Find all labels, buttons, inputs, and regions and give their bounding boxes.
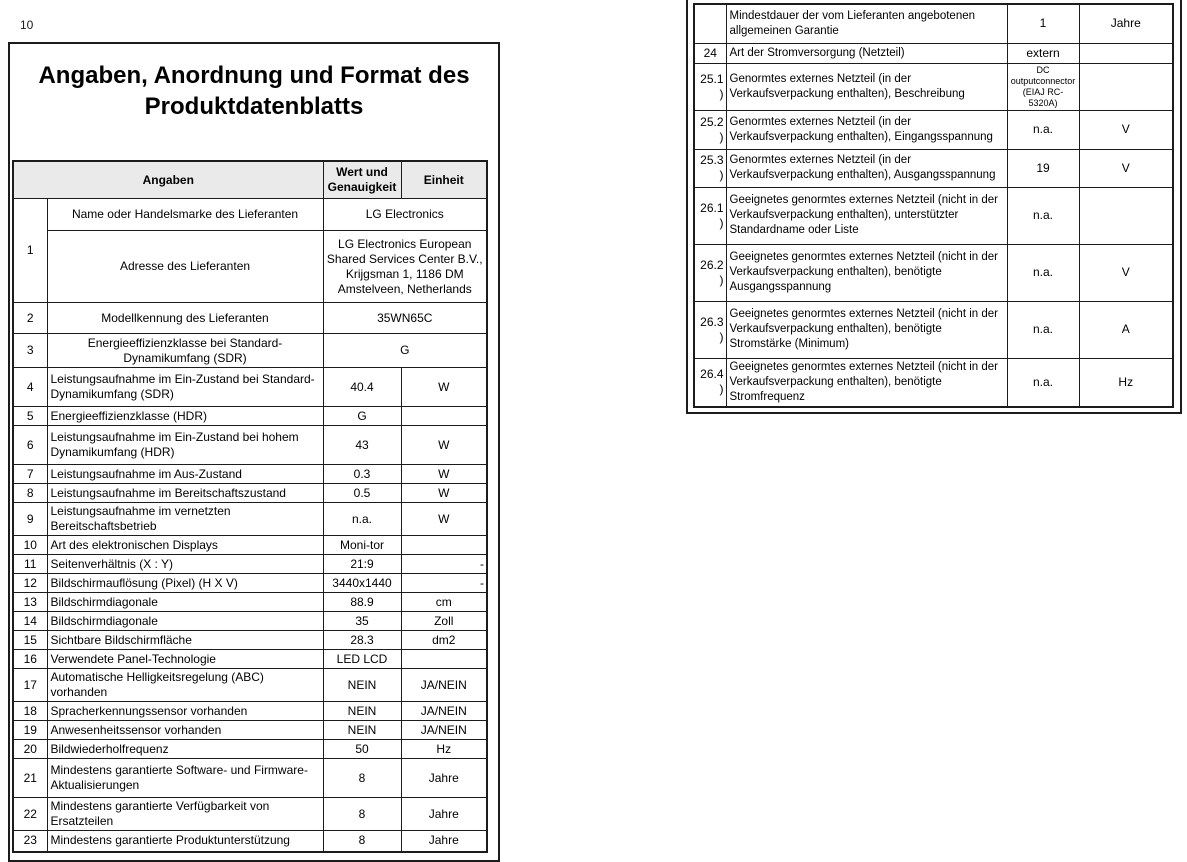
value-cell: 0.5 — [323, 484, 401, 503]
table-row — [13, 759, 487, 798]
page-number: 10 — [20, 18, 34, 32]
table-row — [694, 4, 1173, 43]
label-cell: Mindestdauer der vom Lieferanten angebotenen allgemeinen Garantie — [726, 4, 1007, 43]
label-cell: Bildschirmdiagonale — [47, 593, 323, 612]
label-cell: Modellkennung des Lieferanten — [47, 303, 323, 334]
table-row — [13, 631, 487, 650]
table-row — [13, 593, 487, 612]
value-cell: n.a. — [1007, 110, 1079, 149]
row-number-cell: 25.1) — [694, 63, 726, 110]
value-cell: 21:9 — [323, 555, 401, 574]
table-row — [694, 244, 1173, 301]
row-number-cell: 13 — [13, 593, 47, 612]
table-row — [13, 721, 487, 740]
unit-cell: W — [401, 484, 487, 503]
label-cell: Leistungsaufnahme im Ein-Zustand bei Standard-Dynamikumfang (SDR) — [47, 368, 323, 407]
header-angaben: Angaben — [13, 161, 323, 199]
table-row — [13, 407, 487, 426]
unit-cell: dm2 — [401, 631, 487, 650]
value-cell: 8 — [323, 831, 401, 852]
table-row — [694, 358, 1173, 407]
table-row — [13, 536, 487, 555]
row-number-cell: 8 — [13, 484, 47, 503]
row-number-cell: 18 — [13, 702, 47, 721]
header-einheit: Einheit — [401, 161, 487, 199]
unit-cell: Jahre — [401, 759, 487, 798]
row-number-cell: 1 — [13, 199, 47, 303]
table-row — [13, 199, 487, 231]
page-title — [16, 60, 492, 122]
page-right — [686, 0, 1182, 414]
row-number-cell: 26.2) — [694, 244, 726, 301]
page-left — [8, 42, 500, 862]
table-row — [13, 702, 487, 721]
row-number-cell: 25.2) — [694, 110, 726, 149]
label-cell: Genormtes externes Netzteil (in der Verkaufsverpackung enthalten), Beschreibung — [726, 63, 1007, 110]
row-number-cell: 22 — [13, 798, 47, 831]
table-row — [13, 303, 487, 334]
page-title-line2: Produktdatenblatts — [144, 93, 364, 120]
label-cell: Art des elektronischen Displays — [47, 536, 323, 555]
value-cell: n.a. — [1007, 244, 1079, 301]
unit-cell: W — [401, 426, 487, 465]
value-cell: LED LCD — [323, 650, 401, 669]
label-cell: Leistungsaufnahme im Ein-Zustand bei hohem Dynamikumfang (HDR) — [47, 426, 323, 465]
row-number-cell: 3 — [13, 334, 47, 368]
row-number-cell: 26.3) — [694, 301, 726, 358]
table-row — [13, 426, 487, 465]
unit-cell: W — [401, 465, 487, 484]
unit-cell: W — [401, 503, 487, 536]
row-number-cell: 26.1) — [694, 187, 726, 244]
label-cell: Mindestens garantierte Verfügbarkeit von Ersatzteilen — [47, 798, 323, 831]
unit-cell — [401, 650, 487, 669]
value-cell: NEIN — [323, 721, 401, 740]
page-title-line1: Angaben, Anordnung und Format des — [38, 62, 470, 89]
table-row — [694, 63, 1173, 110]
row-number-cell: 26.4) — [694, 358, 726, 407]
table-row — [13, 465, 487, 484]
datasheet-table-right — [693, 3, 1174, 408]
table-row — [13, 650, 487, 669]
label-cell: Automatische Helligkeitsregelung (ABC) vorhanden — [47, 669, 323, 702]
row-number-cell: 16 — [13, 650, 47, 669]
value-cell: 35 — [323, 612, 401, 631]
value-cell: NEIN — [323, 702, 401, 721]
value-cell: n.a. — [1007, 358, 1079, 407]
label-cell: Geeignetes genormtes externes Netzteil (nicht in der Verkaufsverpackung enthalten), benötigte Ausgangsspannung — [726, 244, 1007, 301]
value-cell: LG Electronics European Shared Services Center B.V., Krijgsman 1, 1186 DM Amstelveen, Netherlands — [323, 231, 487, 303]
unit-cell — [1079, 43, 1173, 63]
unit-cell: Hz — [401, 740, 487, 759]
value-cell: 1 — [1007, 4, 1079, 43]
label-cell: Leistungsaufnahme im vernetzten Bereitschaftsbetrieb — [47, 503, 323, 536]
label-cell: Energieeffizienzklasse bei Standard-Dynamikumfang (SDR) — [47, 334, 323, 368]
unit-cell — [401, 536, 487, 555]
unit-cell: Jahre — [1079, 4, 1173, 43]
label-cell: Genormtes externes Netzteil (in der Verkaufsverpackung enthalten), Eingangsspannung — [726, 110, 1007, 149]
row-number-cell: 6 — [13, 426, 47, 465]
value-cell: 3440x1440 — [323, 574, 401, 593]
table-row — [13, 798, 487, 831]
label-cell: Geeignetes genormtes externes Netzteil (nicht in der Verkaufsverpackung enthalten), unterstützter Standardname oder Liste — [726, 187, 1007, 244]
label-cell: Geeignetes genormtes externes Netzteil (nicht in der Verkaufsverpackung enthalten), benötigte Stromstärke (Minimum) — [726, 301, 1007, 358]
value-cell: n.a. — [1007, 187, 1079, 244]
value-cell: 50 — [323, 740, 401, 759]
value-cell: n.a. — [323, 503, 401, 536]
value-cell: 0.3 — [323, 465, 401, 484]
table-row — [13, 334, 487, 368]
unit-cell: JA/NEIN — [401, 702, 487, 721]
label-cell: Seitenverhältnis (X : Y) — [47, 555, 323, 574]
value-cell: 8 — [323, 798, 401, 831]
unit-cell — [1079, 63, 1173, 110]
unit-cell: V — [1079, 244, 1173, 301]
label-cell: Leistungsaufnahme im Aus-Zustand — [47, 465, 323, 484]
label-cell: Name oder Handelsmarke des Lieferanten — [47, 199, 323, 231]
label-cell: Mindestens garantierte Produktunterstützung — [47, 831, 323, 852]
value-cell: 40.4 — [323, 368, 401, 407]
label-cell: Energieeffizienzklasse (HDR) — [47, 407, 323, 426]
value-cell: 88.9 — [323, 593, 401, 612]
label-cell: Verwendete Panel-Technologie — [47, 650, 323, 669]
label-cell: Leistungsaufnahme im Bereitschaftszustand — [47, 484, 323, 503]
label-cell: Art der Stromversorgung (Netzteil) — [726, 43, 1007, 63]
label-cell: Sichtbare Bildschirmfläche — [47, 631, 323, 650]
table-row — [13, 368, 487, 407]
label-cell: Anwesenheitssensor vorhanden — [47, 721, 323, 740]
row-number-cell: 24 — [694, 43, 726, 63]
table-row — [13, 612, 487, 631]
row-number-cell: 10 — [13, 536, 47, 555]
table-row — [13, 831, 487, 852]
label-cell: Adresse des Lieferanten — [47, 231, 323, 303]
row-number-cell — [694, 4, 726, 43]
table-row — [694, 149, 1173, 187]
unit-cell: Zoll — [401, 612, 487, 631]
table-header-row — [13, 161, 487, 199]
row-number-cell: 4 — [13, 368, 47, 407]
unit-cell: Jahre — [401, 798, 487, 831]
value-cell: G — [323, 407, 401, 426]
row-number-cell: 15 — [13, 631, 47, 650]
table-row — [13, 669, 487, 702]
table-row — [13, 740, 487, 759]
row-number-cell: 20 — [13, 740, 47, 759]
table-row — [694, 301, 1173, 358]
table-row — [13, 503, 487, 536]
table-row — [694, 43, 1173, 63]
label-cell: Geeignetes genormtes externes Netzteil (nicht in der Verkaufsverpackung enthalten), benötigte Stromfrequenz — [726, 358, 1007, 407]
value-cell: NEIN — [323, 669, 401, 702]
row-number-cell: 12 — [13, 574, 47, 593]
unit-cell: JA/NEIN — [401, 721, 487, 740]
label-cell: Bildschirmdiagonale — [47, 612, 323, 631]
value-cell: DC outputconnector (EIAJ RC-5320A) — [1007, 63, 1079, 110]
unit-cell: JA/NEIN — [401, 669, 487, 702]
value-cell: Moni-tor — [323, 536, 401, 555]
unit-cell — [1079, 187, 1173, 244]
label-cell: Bildwiederholfrequenz — [47, 740, 323, 759]
row-number-cell: 2 — [13, 303, 47, 334]
unit-cell: cm — [401, 593, 487, 612]
row-number-cell: 21 — [13, 759, 47, 798]
table-row — [694, 187, 1173, 244]
unit-cell: - — [401, 555, 487, 574]
label-cell: Genormtes externes Netzteil (in der Verkaufsverpackung enthalten), Ausgangsspannung — [726, 149, 1007, 187]
row-number-cell: 25.3) — [694, 149, 726, 187]
row-number-cell: 19 — [13, 721, 47, 740]
unit-cell: W — [401, 368, 487, 407]
value-cell: 8 — [323, 759, 401, 798]
unit-cell: V — [1079, 149, 1173, 187]
unit-cell — [401, 407, 487, 426]
value-cell: 28.3 — [323, 631, 401, 650]
value-cell: LG Electronics — [323, 199, 487, 231]
header-wert-und-genauigkeit: Wert und Genauigkeit — [323, 161, 401, 199]
unit-cell: A — [1079, 301, 1173, 358]
row-number-cell: 11 — [13, 555, 47, 574]
table-row — [13, 574, 487, 593]
table-row — [13, 484, 487, 503]
row-number-cell: 14 — [13, 612, 47, 631]
label-cell: Spracherkennungssensor vorhanden — [47, 702, 323, 721]
table-row — [13, 231, 487, 303]
row-number-cell: 7 — [13, 465, 47, 484]
value-cell: n.a. — [1007, 301, 1079, 358]
row-number-cell: 5 — [13, 407, 47, 426]
unit-cell: Jahre — [401, 831, 487, 852]
row-number-cell: 17 — [13, 669, 47, 702]
row-number-cell: 9 — [13, 503, 47, 536]
unit-cell: V — [1079, 110, 1173, 149]
table-row — [694, 110, 1173, 149]
value-cell: 35WN65C — [323, 303, 487, 334]
unit-cell: - — [401, 574, 487, 593]
value-cell: 43 — [323, 426, 401, 465]
value-cell: extern — [1007, 43, 1079, 63]
label-cell: Mindestens garantierte Software- und Firmware-Aktualisierungen — [47, 759, 323, 798]
label-cell: Bildschirmauflösung (Pixel) (H X V) — [47, 574, 323, 593]
table-row — [13, 555, 487, 574]
value-cell: 19 — [1007, 149, 1079, 187]
value-cell: G — [323, 334, 487, 368]
row-number-cell: 23 — [13, 831, 47, 852]
datasheet-table-left — [12, 160, 488, 853]
unit-cell: Hz — [1079, 358, 1173, 407]
